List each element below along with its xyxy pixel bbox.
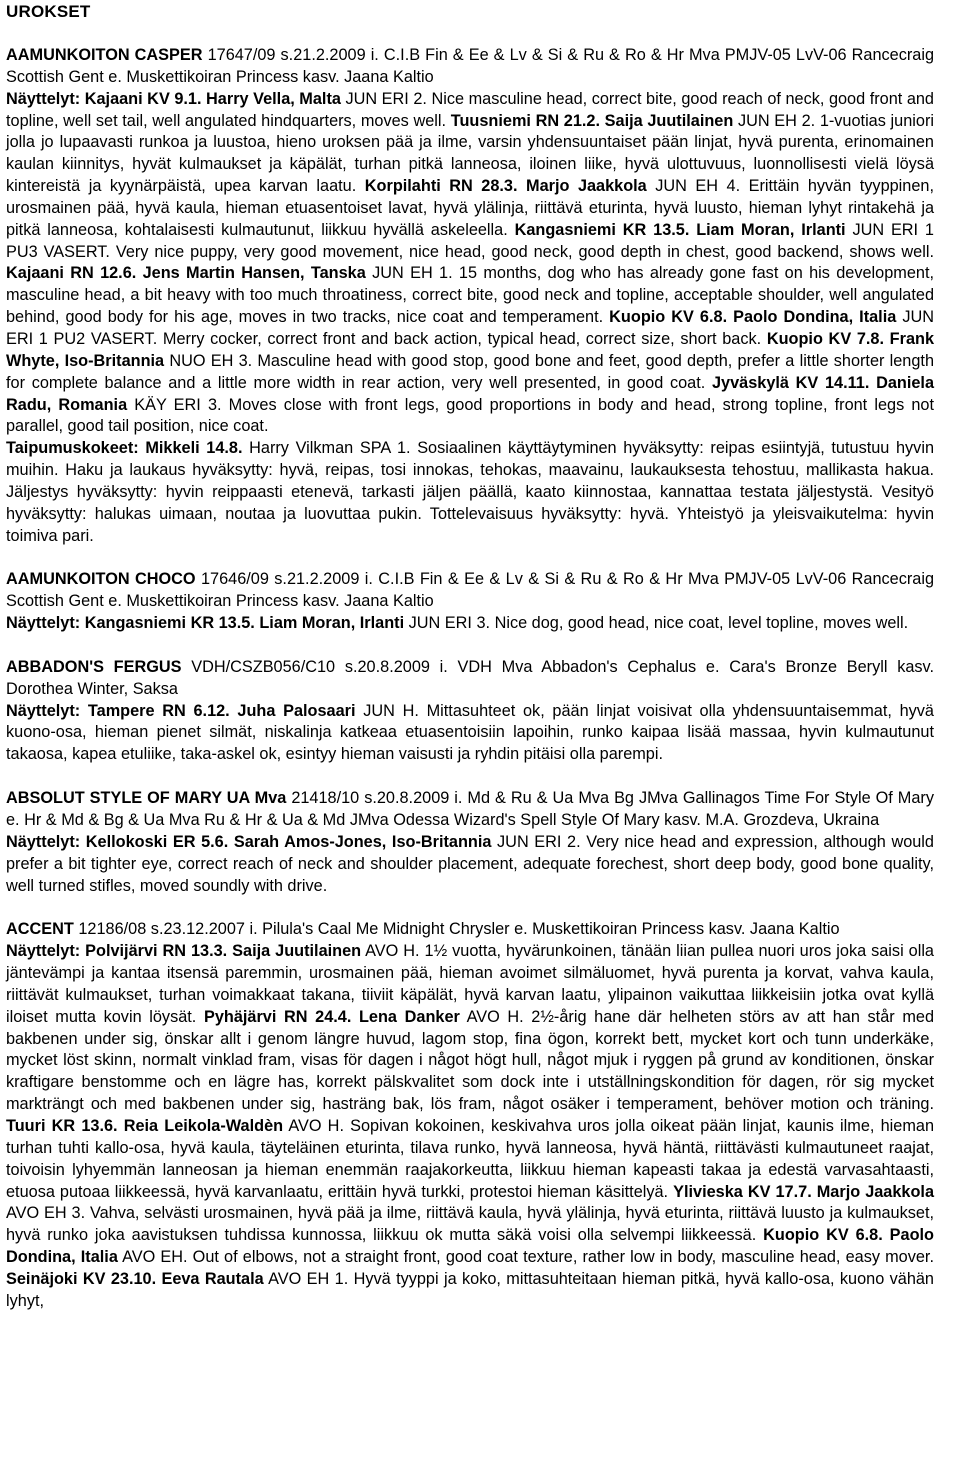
- bold-segment: AAMUNKOITON CHOCO: [6, 570, 196, 589]
- text-segment: AVO H. 1½ vuotta, hyvärunkoinen, tänään liian pullea nuori uros joka saisi olla jäntevämpi ja kantaa itsensä paremmin, urosmainen pää, hieman avoimet silmäluomet, hyvä purenta ja korvat, vahva kaula, riittävät kulmaukset, turhan voimakkaat takana, tiiviit käpälät, hyvä karvan laatu, ylipainon vaikuttaa liikkeisiin jotka ovat kyllä iloiset mutta kovin löysät.: [6, 942, 934, 1026]
- bold-segment: Tuuri KR 13.6. Reia Leikola-Waldèn: [6, 1116, 284, 1135]
- bold-segment: Näyttelyt: Polvijärvi RN 13.3. Saija Juutilainen: [6, 942, 362, 961]
- bold-segment: Näyttelyt: Kellokoski ER 5.6. Sarah Amos-Jones, Iso-Britannia: [6, 832, 492, 851]
- bold-segment: Tuusniemi RN 21.2. Saija Juutilainen: [450, 111, 734, 130]
- bold-segment: Korpilahti RN 28.3. Marjo Jaakkola: [364, 177, 647, 196]
- bold-segment: Taipumuskokeet: Mikkeli 14.8.: [6, 439, 243, 458]
- entry-pedigree: [6, 788, 934, 832]
- entry-results: [6, 89, 934, 439]
- bold-segment: ABBADON'S FERGUS: [6, 657, 182, 676]
- dog-entry: [6, 788, 934, 897]
- page-title: UROKSET: [6, 2, 91, 21]
- dog-entry: [6, 45, 934, 547]
- entry-pedigree: [6, 657, 934, 701]
- entry-results: [6, 941, 934, 1312]
- text-segment: AVO EH 1. Hyvä tyyppi ja koko, mittasuhteitaan hieman pitkä, hyvä kallo-osa, kuono vähän lyhyt,: [6, 1269, 934, 1310]
- text-segment: AVO EH 3. Vahva, selvästi urosmainen, hyvä pää ja ilme, riittävä kaula, hyvä ylälinja, hyvä eturinta, riittävä luusto ja kulmaukset, hyvä runko joka aavistuksen tuhdissa kunnossa, liikkuu ok mutta säkä voisi olla selvempi liikkeessä.: [6, 1204, 934, 1245]
- text-segment: 21418/10 s.20.8.2009 i. Md & Ru & Ua Mva Bg JMva Gallinagos Time For Style Of Mary e. Hr & Md & Bg & Ua Mva Ru & Hr & Ua & Md JMva Odessa Wizard's Spell Style Of Mary kasv. M.A. Grozdeva, Ukraina: [6, 789, 934, 829]
- text-segment: JUN EH 2. 1-vuotias juniori jolla jo lupaavasti runkoa ja luustoa, hieno uroksen pää ja ilme, varsin yhdensuuntaiset pään linjat, hyvä purenta, erinomainen kaulan kiinnitys, hyvät kulmaukset ja käpälät, turhan pitkä lanneosa, iloinen liike, hyvä ulottuvuus, luonnollisesti vielä löysä kintereistä ja kyynärpäistä, upea karvan laatu.: [6, 111, 934, 196]
- text-segment: AVO EH. Out of elbows, not a straight front, good coat texture, rather low in body, masculine head, easy mover.: [117, 1248, 934, 1267]
- text-segment: 17647/09 s.21.2.2009 i. C.I.B Fin & Ee & Lv & Si & Ru & Ro & Hr Mva PMJV-05 LvV-06 Rancecraig Scottish Gent e. Muskettikoiran Princess kasv. Jaana Kaltio: [6, 46, 934, 86]
- entry-results: [6, 832, 934, 898]
- entries-list: [6, 45, 934, 1313]
- text-segment: JUN EH 4. Erittäin hyvän tyyppinen, urosmainen pää, hyvä kaula, hieman etuasentoiset lavat, hyvä ylälinja, riittävä eturinta, hyvä luusto, hieman lyhyt rintakehä ja pitkä lanneosa, kohtalaisesti kulmautunut, liikkuu hyvällä askeleella.: [6, 177, 934, 239]
- bold-segment: Kuopio KV 6.8. Paolo Dondina, Italia: [609, 308, 897, 327]
- dog-entry: [6, 657, 934, 766]
- text-segment: Harry Vilkman SPA 1. Sosiaalinen käyttäytyminen hyväksytty: reipas esiintyjä, tutustuu hyvin muihin. Haku ja laukaus hyväksytty: hyvä, reipas, tosi innokas, tehokas, maavainu, laukauksesta tehostuu, mallikasta hakua. Jäljestys hyväksytty: hyvin reippaasti etenevä, tarkasti jäljen päällä, kaato kiinnostaa, kannattaa testata jäljestystä. Vesityö hyväksytty: halukas uimaan, noutaa ja luovuttaa pukin. Tottelevaisuus hyväksytty: hyvä. Yhteistyö ja yleisvaikutelma: hyvin toimiva pari.: [6, 439, 934, 545]
- entry-spacer: [6, 635, 934, 657]
- bold-segment: Seinäjoki KV 23.10. Eeva Rautala: [6, 1269, 264, 1288]
- text-segment: JUN ERI 1 PU3 VASERT. Very nice puppy, very good movement, nice head, good neck, good depth in chest, good backend, shows well.: [6, 220, 934, 261]
- entry-spacer: [6, 897, 934, 919]
- entry-results: [6, 438, 934, 547]
- text-segment: JUN ERI 1 PU2 VASERT. Merry cocker, correct front and back action, typical head, correct size, short back.: [6, 308, 934, 348]
- entry-pedigree: [6, 569, 934, 613]
- text-segment: AVO H. Sopivan kokoinen, keskivahva uros jolla oikeat pään linjat, kaunis ilme, hieman turhan tuhti kallo-osa, hyvä kaula, täyteläinen eturinta, tilava runko, hyvä lanneosa, hyvä häntä, riittävästi kulmautuneet raajat, toivoisin lyhyemmän lanneosan ja hieman enemmän raajakorkeutta, liikkuu hieman kapeasti takaa ja edestä varvasahtaasti, etuosa putoaa liikkeessä, hyvä karvanlaatu, erittäin hyvä turkki, protestoi hieman käsittelyä.: [6, 1116, 934, 1201]
- bold-segment: Näyttelyt: Kangasniemi KR 13.5. Liam Moran, Irlanti: [6, 614, 405, 633]
- bold-segment: ABSOLUT STYLE OF MARY UA Mva: [6, 789, 287, 808]
- bold-segment: Kuopio KV 6.8. Paolo Dondina, Italia: [6, 1226, 934, 1267]
- entry-spacer: [6, 766, 934, 788]
- bold-segment: Kajaani RN 12.6. Jens Martin Hansen, Tanska: [6, 264, 366, 283]
- bold-segment: Kangasniemi KR 13.5. Liam Moran, Irlanti: [514, 220, 846, 239]
- dog-entry: [6, 919, 934, 1312]
- text-segment: JUN ERI 2. Very nice head and expression, although would prefer a bit tighter eye, correct reach of neck and shoulder placement, adequate forechest, short deep body, good bone quality, well turned stifles, moved soundly with drive.: [6, 832, 934, 895]
- text-segment: JUN H. Mittasuhteet ok, pään linjat voisivat olla yhdensuuntaisemmat, hyvä kuono-osa, hieman pienet silmät, niskalinja katkeaa etuasentoisiin lapoihin, runko kaipaa lisää massaa, hyvin kulmautunut takaosa, kapea etuliike, taka-askel ok, esintyy hieman vaisusti ja ryhdin pitäisi olla parempi.: [6, 701, 934, 764]
- text-segment: 17646/09 s.21.2.2009 i. C.I.B Fin & Ee & Lv & Si & Ru & Ro & Hr Mva PMJV-05 LvV-06 Rancecraig Scottish Gent e. Muskettikoiran Princess kasv. Jaana Kaltio: [6, 570, 934, 611]
- text-segment: 12186/08 s.23.12.2007 i. Pilula's Caal Me Midnight Chrysler e. Muskettikoiran Princess kasv. Jaana Kaltio: [73, 920, 840, 939]
- bold-segment: Näyttelyt: Kajaani KV 9.1. Harry Vella, Malta: [6, 89, 341, 108]
- text-segment: JUN ERI 3. Nice dog, good head, nice coat, level topline, moves well.: [404, 614, 909, 633]
- bold-segment: Jyväskylä KV 14.11. Daniela Radu, Romania: [6, 373, 934, 414]
- spacer: [6, 23, 934, 45]
- bold-segment: Ylivieska KV 17.7. Marjo Jaakkola: [673, 1182, 934, 1201]
- bold-segment: ACCENT: [6, 920, 74, 939]
- entry-results: [6, 613, 934, 635]
- bold-segment: AAMUNKOITON CASPER: [6, 46, 203, 64]
- entry-pedigree: [6, 45, 934, 89]
- text-segment: KÄY ERI 3. Moves close with front legs, good proportions in body and head, strong topline, front legs not parallel, good tail position, nice coat.: [6, 395, 934, 436]
- bold-segment: Näyttelyt: Tampere RN 6.12. Juha Palosaari: [6, 701, 356, 720]
- text-segment: JUN EH 1. 15 months, dog who has already gone fast on his development, masculine head, a bit heavy with too much throatiness, correct bite, good neck and topline, acceptable shoulder, well angulated behind, good body for his age, moves in two tracks, nice coat and temperament.: [6, 264, 934, 327]
- dog-entry: [6, 569, 934, 635]
- bold-segment: Pyhäjärvi RN 24.4. Lena Danker: [203, 1007, 460, 1026]
- text-segment: AVO H. 2½-årig hane där helheten störs av att han står med bakbenen under sig, önskar allt i genom längre huvud, lagom stop, fina ögon, korrekt bett, mycket kort och tunn underkäke, mycket löst skinn, normalt vinklad fram, visas för dagen i något högt hull, något mjuk i ryggen på grund av konditionen, önskar kraftigare benstomme och en lägre has, korrekt pälskvalitet som dock inte i utställningskondition för dagen, rör sig mycket markträngt och med bakbenen under sig, hasträng bak, lös fram, något osäker i temperament, behöver motion och träning.: [6, 1007, 934, 1114]
- entry-pedigree: [6, 919, 934, 941]
- bold-segment: Kuopio KV 7.8. Frank Whyte, Iso-Britannia: [6, 329, 934, 370]
- entry-results: [6, 701, 934, 767]
- text-segment: NUO EH 3. Masculine head with good stop, good bone and feet, good depth, prefer a little shorter length for complete balance and a little more width in rear action, very well presented, in good coat.: [6, 351, 934, 392]
- entry-spacer: [6, 547, 934, 569]
- text-segment: VDH/CSZB056/C10 s.20.8.2009 i. VDH Mva Abbadon's Cephalus e. Cara's Bronze Beryll kasv. Dorothea Winter, Saksa: [6, 657, 934, 698]
- text-segment: JUN ERI 2. Nice masculine head, correct bite, good reach of neck, good front and topline, well set tail, well angulated hindquarters, moves well.: [6, 89, 934, 130]
